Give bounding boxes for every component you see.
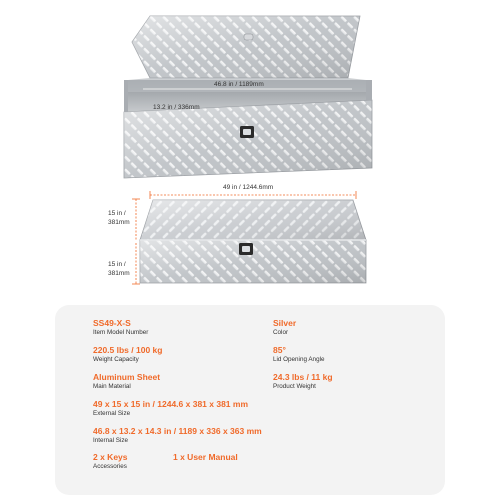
spec-manual <box>173 453 238 462</box>
spec-external-size <box>93 400 248 417</box>
spec-weight-value: 24.3 lbs / 11 kg <box>273 372 333 382</box>
exterior-height-dimension <box>108 199 140 284</box>
exterior-upper-label-2: 381mm <box>108 219 130 226</box>
spec-lid-angle-label: Lid Opening Angle <box>273 355 325 363</box>
exterior-lower-label-2: 381mm <box>108 270 130 277</box>
spec-external-size-label: External Size <box>93 409 131 417</box>
spec-color-label: Color <box>273 328 289 336</box>
spec-model-label: Item Model Number <box>93 328 149 336</box>
spec-color <box>273 319 296 336</box>
closed-toolbox <box>140 200 366 283</box>
closed-latch-icon <box>239 243 253 255</box>
interior-length-label: 46.8 in / 1189mm <box>214 81 264 88</box>
interior-width-dimension <box>153 104 200 111</box>
latch-icon <box>240 126 254 138</box>
spec-lid-angle <box>273 346 324 363</box>
spec-material-value: Aluminum Sheet <box>93 372 161 382</box>
spec-weight-label: Product Weight <box>273 382 316 390</box>
interior-width-label: 13.2 in / 336mm <box>153 104 200 111</box>
open-toolbox <box>124 16 372 178</box>
specs-card <box>55 305 445 495</box>
spec-lid-angle-value: 85° <box>273 345 286 355</box>
spec-accessories-label: Accessories <box>93 462 127 470</box>
spec-accessories-value: 2 x Keys <box>93 452 128 462</box>
spec-model-value: SS49-X-S <box>93 318 131 328</box>
spec-internal-size <box>93 427 262 444</box>
spec-material <box>93 373 160 390</box>
exterior-upper-label-1: 15 in / <box>108 210 126 217</box>
spec-accessories <box>93 453 128 470</box>
spec-model <box>93 319 148 336</box>
spec-capacity <box>93 346 162 363</box>
spec-weight <box>273 373 333 390</box>
spec-internal-size-value: 46.8 x 13.2 x 14.3 in / 1189 x 336 x 363 mm <box>93 426 262 436</box>
exterior-length-dimension <box>150 184 356 199</box>
spec-capacity-label: Weight Capacity <box>93 355 139 363</box>
spec-color-value: Silver <box>273 318 297 328</box>
spec-internal-size-label: Internal Size <box>93 436 129 444</box>
spec-material-label: Main Material <box>93 382 131 390</box>
exterior-lower-label-1: 15 in / <box>108 261 126 268</box>
spec-capacity-value: 220.5 lbs / 100 kg <box>93 345 163 355</box>
spec-external-size-value: 49 x 15 x 15 in / 1244.6 x 381 x 381 mm <box>93 399 249 409</box>
exterior-length-label: 49 in / 1244.6mm <box>223 184 274 191</box>
spec-manual-value: 1 x User Manual <box>173 452 238 462</box>
